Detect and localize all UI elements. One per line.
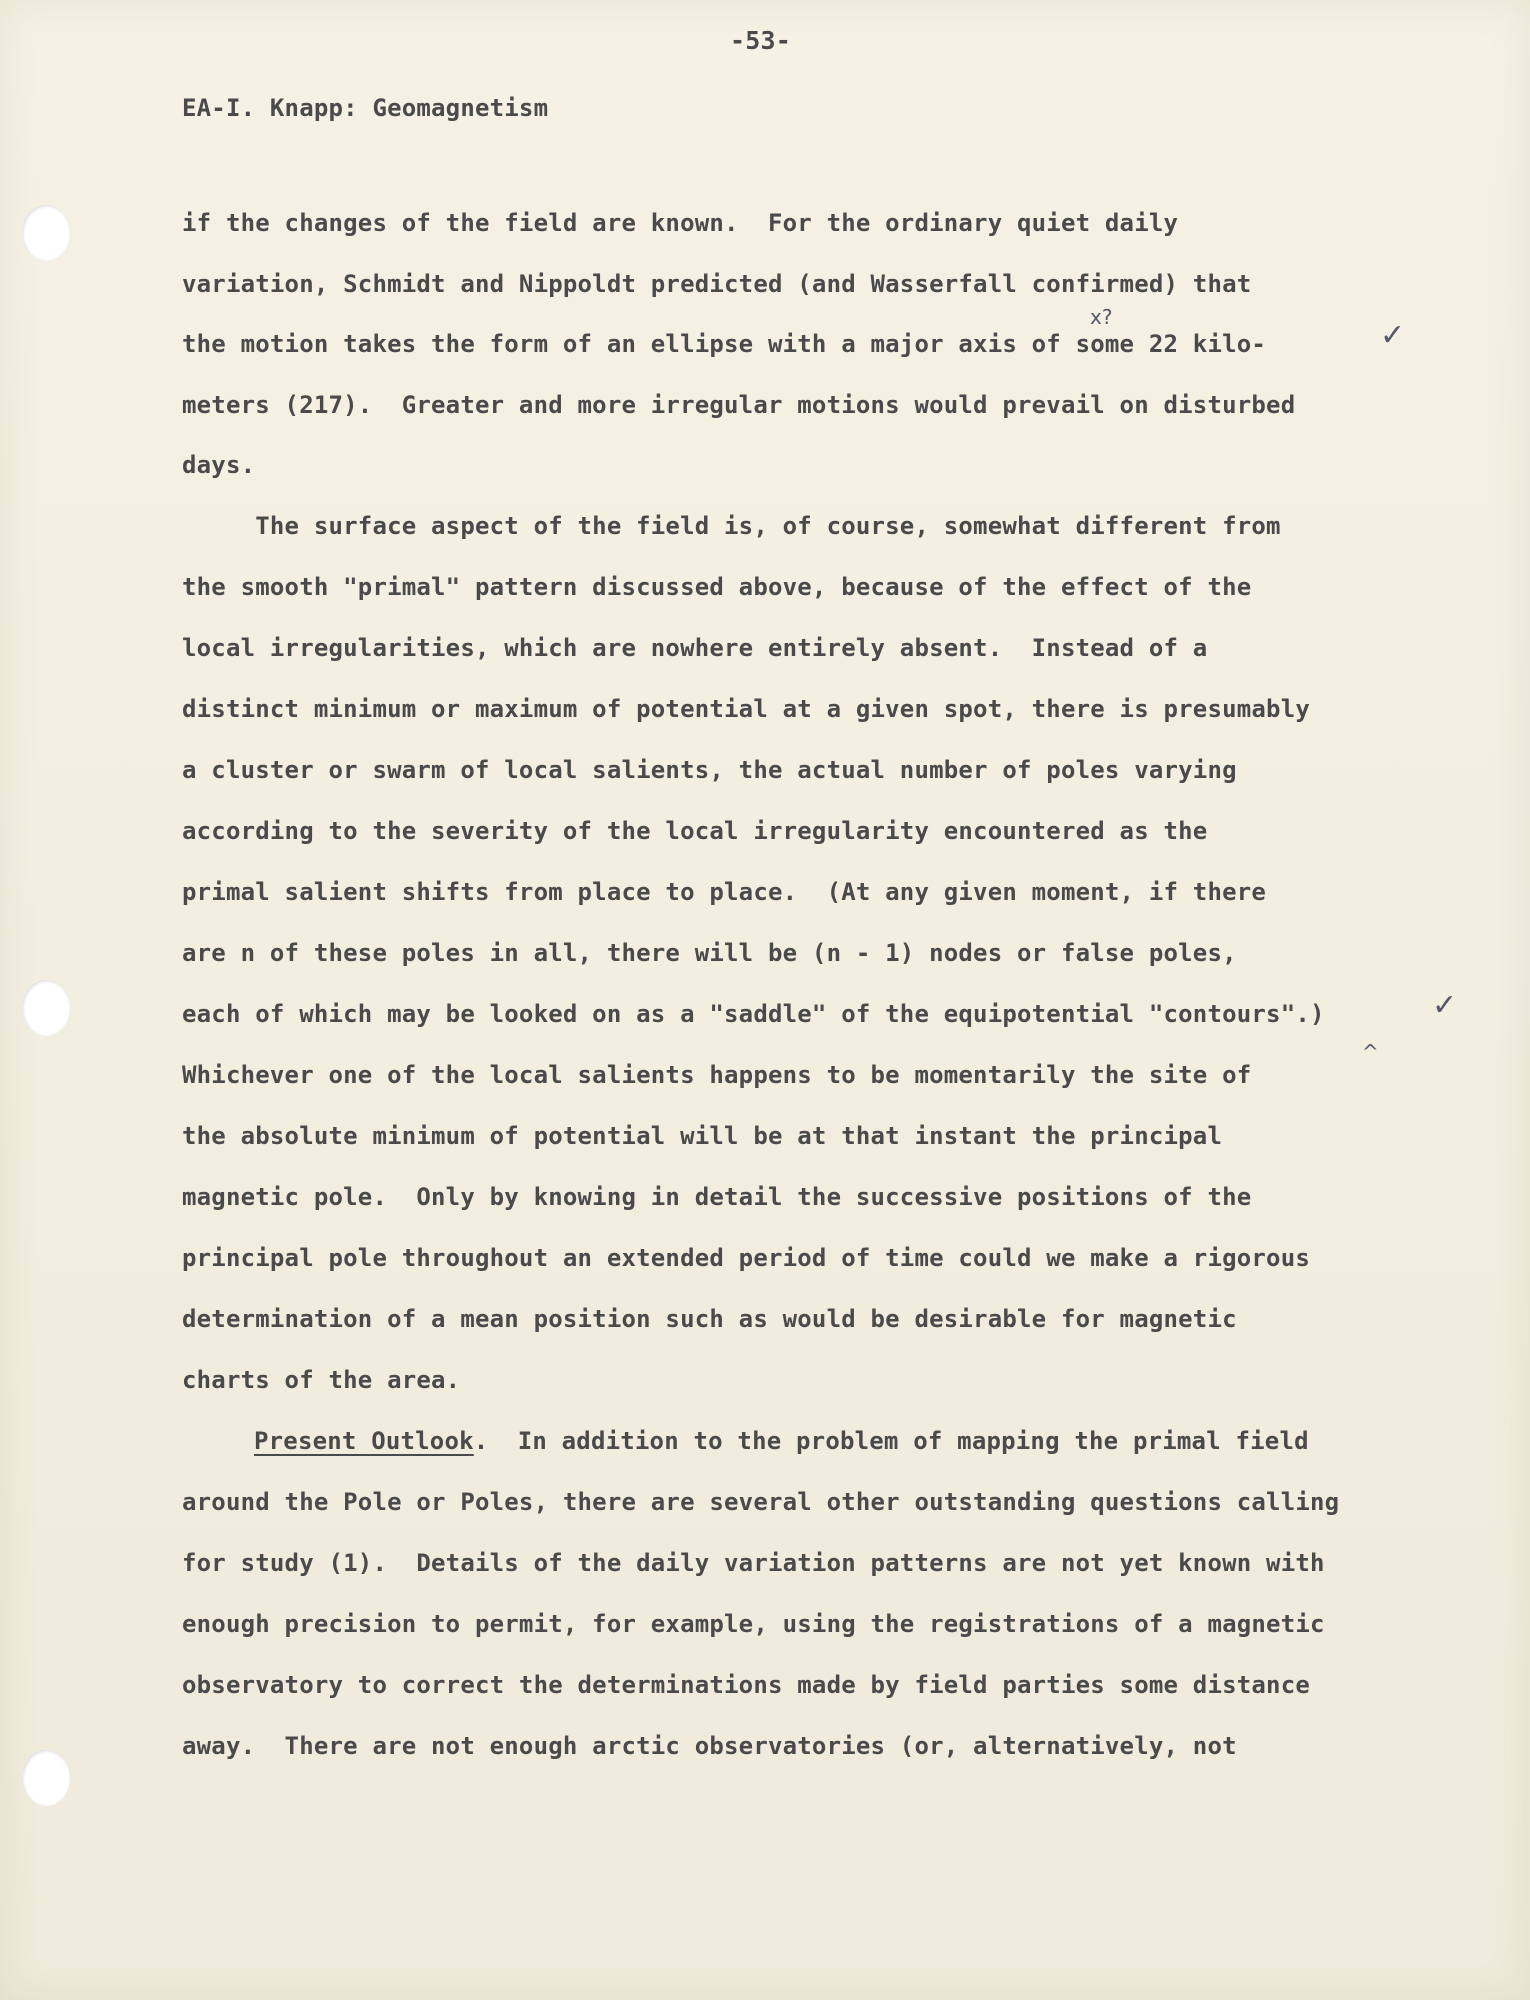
text-line: primal salient shifts from place to place. (At any given moment, if there [182,878,1267,906]
caret-mark: ^ [1362,1040,1379,1064]
text-line: determination of a mean position such as would be desirable for magnetic [182,1305,1237,1333]
text-line: around the Pole or Poles, there are several other outstanding questions calling [182,1488,1340,1516]
text-line: away. There are not enough arctic observatories (or, alternatively, not [182,1732,1237,1760]
text-line: if the changes of the field are known. For the ordinary quiet daily [182,209,1179,237]
punch-hole [22,1750,70,1806]
text-line: charts of the area. [182,1366,461,1394]
text-line: principal pole throughout an extended period of time could we make a rigorous [182,1244,1310,1272]
axis-correction-mark: x? [1090,305,1113,329]
text-line: a cluster or swarm of local salients, the actual number of poles varying [182,756,1237,784]
check-mark-icon: ✓ [1432,988,1458,1023]
punch-hole [22,980,70,1036]
punch-hole [22,205,70,261]
text-line: The surface aspect of the field is, of course, somewhat different from [182,512,1281,540]
text-line: enough precision to permit, for example, using the registrations of a magnetic [182,1610,1325,1638]
text-line: days. [182,451,256,479]
text-line: the smooth "primal" pattern discussed above, because of the effect of the [182,573,1252,601]
section-heading: Present Outlook [254,1427,474,1455]
text-line: are n of these poles in all, there will be (n - 1) nodes or false poles, [182,939,1237,967]
page-number: -53- [730,26,792,55]
text-line: observatory to correct the determinations made by field parties some distance [182,1671,1310,1699]
text-line: local irregularities, which are nowhere entirely absent. Instead of a [182,634,1208,662]
section-heading-line [254,1429,1309,1453]
running-header: EA-I. Knapp: Geomagnetism [182,94,549,122]
text-line: the absolute minimum of potential will be at that instant the principal [182,1122,1223,1150]
text-line: variation, Schmidt and Nippoldt predicted (and Wasserfall confirmed) that [182,270,1252,298]
text-line: meters (217). Greater and more irregular motions would prevail on disturbed [182,391,1296,419]
text-line: the motion takes the form of an ellipse with a major axis of some 22 kilo- [182,330,1267,358]
text-line: each of which may be looked on as a "saddle" of the equipotential "contours".) [182,1000,1325,1028]
check-mark-icon: ✓ [1380,318,1406,353]
text-line: distinct minimum or maximum of potential at a given spot, there is presumably [182,695,1310,723]
text-line: for study (1). Details of the daily variation patterns are not yet known with [182,1549,1325,1577]
text-line: Whichever one of the local salients happens to be momentarily the site of [182,1061,1252,1089]
text-line: . In addition to the problem of mapping the primal field [473,1427,1309,1455]
text-line: according to the severity of the local irregularity encountered as the [182,817,1208,845]
text-line: magnetic pole. Only by knowing in detail the successive positions of the [182,1183,1252,1211]
